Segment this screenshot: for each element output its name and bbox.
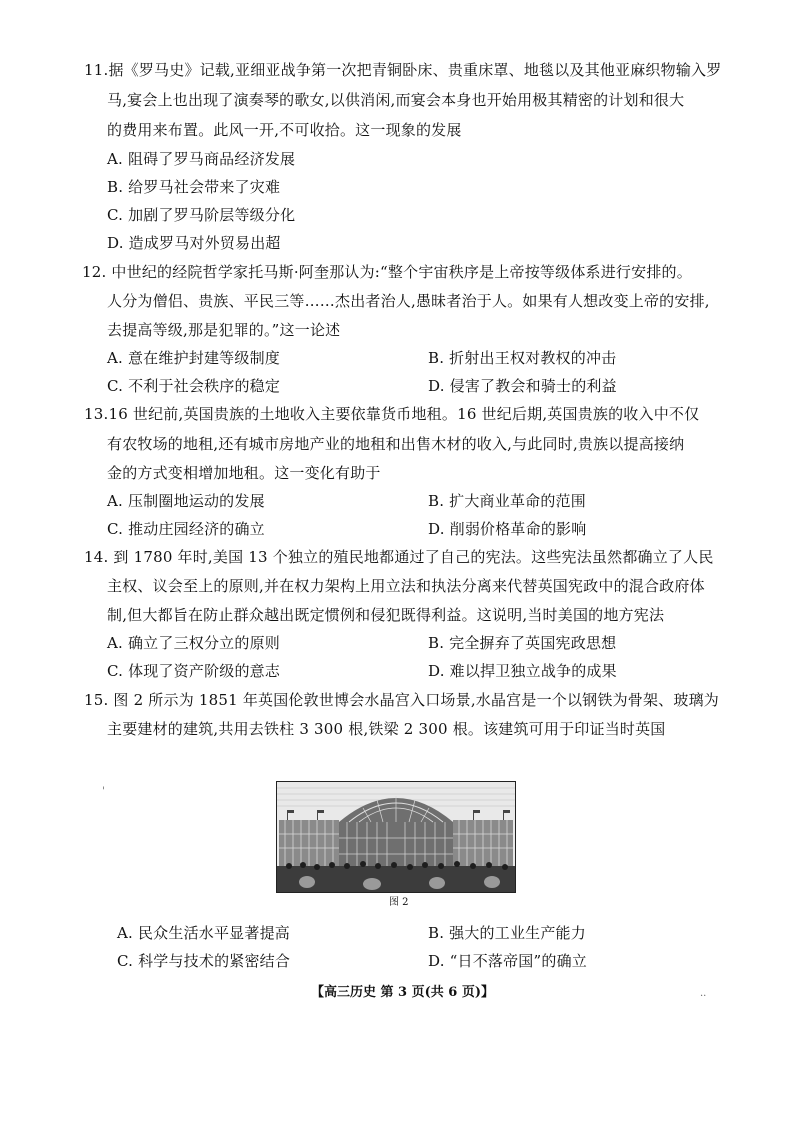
question-12-option-d: D. 侵害了教会和骑士的利益 <box>428 377 617 395</box>
question-13-option-d: D. 削弱价格革命的影响 <box>428 520 587 538</box>
question-15-line-1: 15. 图 2 所示为 1851 年英国伦敦世博会水晶宫入口场景,水晶宫是一个以钢铁为骨架、玻璃为 <box>84 691 719 709</box>
question-11-option-b: B. 给罗马社会带来了灾难 <box>107 178 281 196</box>
question-13-line-2: 有农牧场的地租,还有城市房地产业的地租和出售木材的收入,与此同时,贵族以提高接纳 <box>107 435 685 453</box>
question-13-line-1: 13.16 世纪前,英国贵族的土地收入主要依靠货币地租。16 世纪后期,英国贵族的收入中不仅 <box>84 405 700 423</box>
question-14-line-3: 制,但大都旨在防止群众越出既定惯例和侵犯既得利益。这说明,当时美国的地方宪法 <box>107 606 665 624</box>
question-12-option-c: C. 不利于社会秩序的稳定 <box>107 377 281 395</box>
question-14-option-c: C. 体现了资产阶级的意志 <box>107 662 281 680</box>
question-14-option-d: D. 难以捍卫独立战争的成果 <box>428 662 617 680</box>
figure-caption: 图 2 <box>389 897 409 908</box>
question-13-option-a: A. 压制圈地运动的发展 <box>107 492 265 510</box>
scan-speck: ' <box>102 786 105 797</box>
question-15-option-c: C. 科学与技术的紧密结合 <box>117 952 291 970</box>
question-13-option-b: B. 扩大商业革命的范围 <box>428 492 586 510</box>
question-11-line-2: 马,宴会上也出现了演奏琴的歌女,以供消闲,而宴会本身也开始用极其精密的计划和很大 <box>107 91 685 109</box>
page-footer: 【高三历史 第 3 页(共 6 页)】 <box>311 985 495 1000</box>
question-11-option-c: C. 加剧了罗马阶层等级分化 <box>107 206 296 224</box>
question-15-option-d: D. “日不落帝国”的确立 <box>428 952 587 970</box>
question-13-line-3: 金的方式变相增加地租。这一变化有助于 <box>107 464 381 482</box>
question-12-option-a: A. 意在维护封建等级制度 <box>107 349 280 367</box>
question-11-line-1: 11.据《罗马史》记载,亚细亚战争第一次把青铜卧床、贵重床罩、地毯以及其他亚麻织物输入罗 <box>84 61 722 79</box>
question-14-line-2: 主权、议会至上的原则,并在权力架构上用立法和执法分离来代替英国宪政中的混合政府体 <box>107 577 705 595</box>
question-13-option-c: C. 推动庄园经济的确立 <box>107 520 265 538</box>
question-11-line-3: 的费用来布置。此风一开,不可收拾。这一现象的发展 <box>107 121 462 139</box>
question-12-option-b: B. 折射出王权对教权的冲击 <box>428 349 617 367</box>
question-15-line-2: 主要建材的建筑,共用去铁柱 3 300 根,铁梁 2 300 根。该建筑可用于印证当时英国 <box>107 720 666 738</box>
question-12-line-3: 去提高等级,那是犯罪的。”这一论述 <box>107 321 341 339</box>
question-14-line-1: 14. 到 1780 年时,美国 13 个独立的殖民地都通过了自己的宪法。这些宪法虽然都确立了人民 <box>84 548 714 566</box>
question-11-option-a: A. 阻碍了罗马商品经济发展 <box>107 150 296 168</box>
question-14-option-b: B. 完全摒弃了英国宪政思想 <box>428 634 617 652</box>
question-12-line-2: 人分为僧侣、贵族、平民三等……杰出者治人,愚昧者治于人。如果有人想改变上帝的安排, <box>107 292 710 310</box>
crystal-palace-illustration <box>276 781 516 893</box>
question-15-option-b: B. 强大的工业生产能力 <box>428 924 586 942</box>
question-14-option-a: A. 确立了三权分立的原则 <box>107 634 280 652</box>
question-12-line-1: 12. 中世纪的经院哲学家托马斯·阿奎那认为:“整个宇宙秩序是上帝按等级体系进行安排的。 <box>82 263 692 281</box>
scan-speck: .. <box>700 988 707 999</box>
question-15-option-a: A. 民众生活水平显著提高 <box>117 924 290 942</box>
question-11-option-d: D. 造成罗马对外贸易出超 <box>107 234 281 252</box>
crystal-palace-drawing <box>277 782 515 892</box>
